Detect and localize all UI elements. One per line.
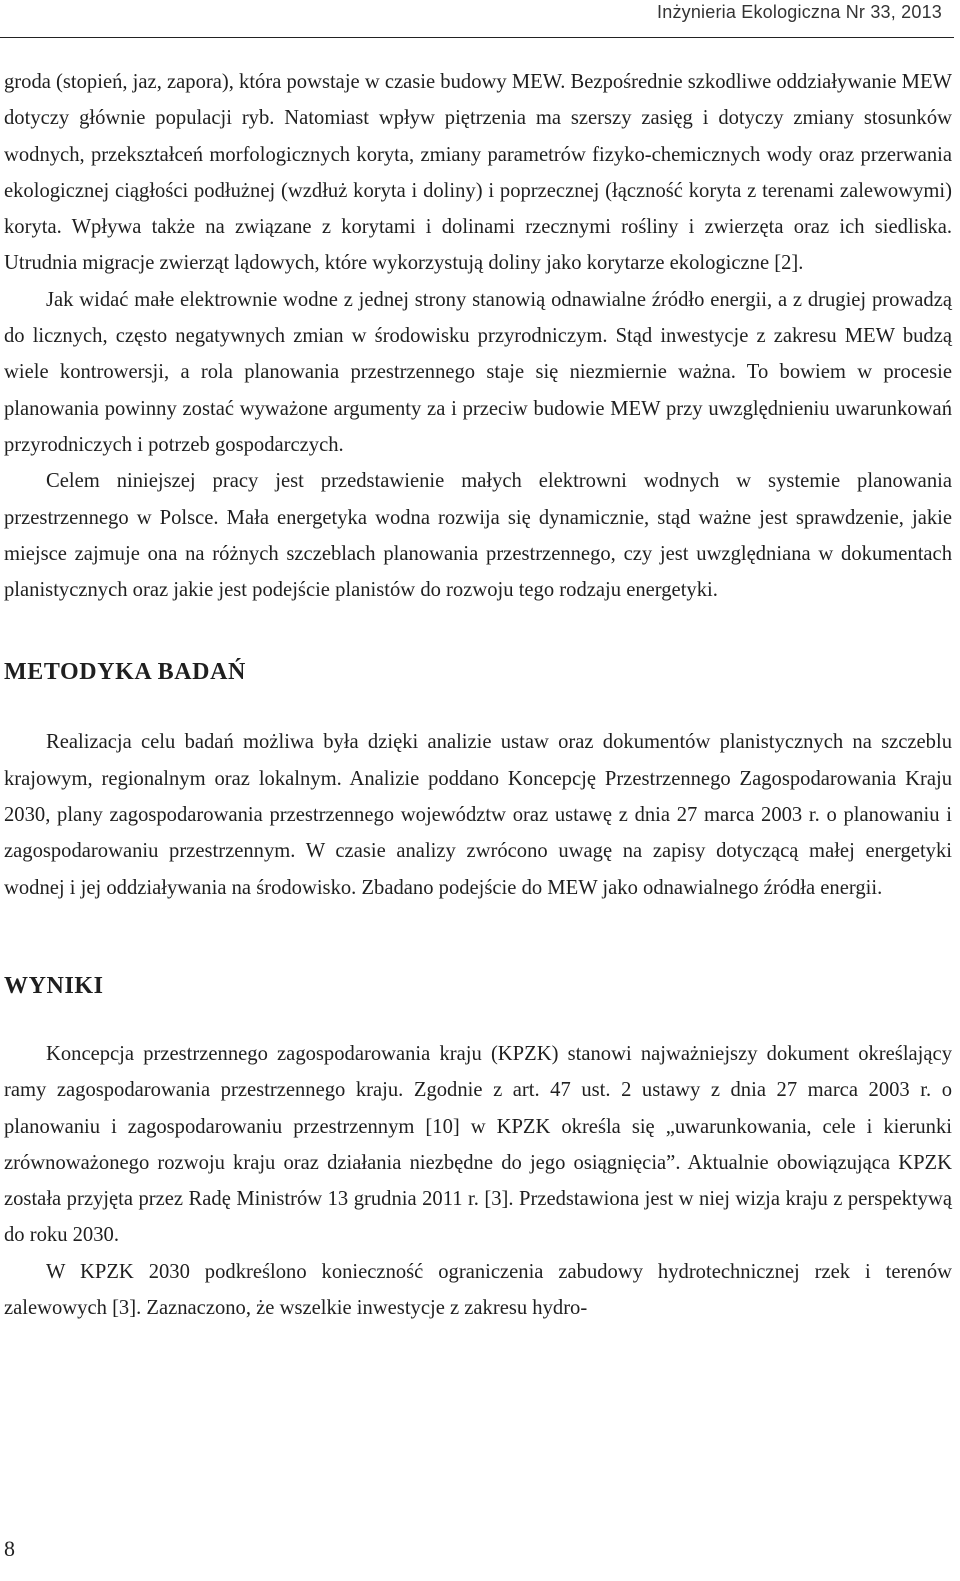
paragraph-results-2: W KPZK 2030 podkreślono konieczność ograniczenia zabudowy hydrotechnicznej rzek i terenów zalewowych [3]. Zaznaczono, że wszelkie inwestycje z zakresu hydro-	[4, 1260, 952, 1320]
paragraph-intro-1: groda (stopień, jaz, zapora), która powstaje w czasie budowy MEW. Bezpośrednie szkodliwe oddziaływanie MEW dotyczy głównie populacji ryb. Natomiast wpływ piętrzenia ma szerszy zasięg i dotyczy zmiany stosunków wodnych, przekształceń morfologicznych koryta, zmiany parametrów fizyko-chemicznych wody oraz przerwania ekologicznej ciągłości podłużnej (wzdłuż koryta i doliny) i poprzecznej (łączność koryta z terenami zalewowymi) koryta. Wpływa także na związane z korytami i dolinami rzecznymi rośliny i zwierzęta oraz ich siedliska. Utrudnia migracje zwierząt lądowych, które wykorzystują doliny jako korytarze ekologiczne [2].	[4, 71, 952, 275]
page-number: 8	[4, 1536, 15, 1561]
paragraph-results-1: Koncepcja przestrzennego zagospodarowania kraju (KPZK) stanowi najważniejszy dokument określający ramy zagospodarowania przestrzennego kraju. Zgodnie z art. 47 ust. 2 ustawy z dnia 27 marca 2003 r. o planowaniu i zagospodarowaniu przestrzennym [10] w KPZK określa się „uwarunkowania, cele i kierunki zrównoważonego rozwoju kraju oraz działania niezbędne do jego osiągnięcia”. Aktualnie obowiązująca KPZK została przyjęta przez Radę Ministrów 13 grudnia 2011 r. [3]. Przedstawiona jest w niej wizja kraju z perspektywą do roku 2030.	[4, 1042, 952, 1247]
section-heading-results: WYNIKI	[4, 972, 104, 999]
paragraph-intro-3: Celem niniejszej pracy jest przedstawienie małych elektrowni wodnych w systemie planowania przestrzennego w Polsce. Mała energetyka wodna rozwija się dynamicznie, stąd ważne jest sprawdzenie, jakie miejsce zajmuje ona na różnych szczeblach planowania przestrzennego, czy jest uwzględniana w dokumentach planistycznych oraz jakie jest podejście planistów do rozwoju tego rodzaju energetyki.	[4, 470, 952, 602]
article-body	[4, 64, 952, 1326]
paragraph-intro-2: Jak widać małe elektrownie wodne z jednej strony stanowią odnawialne źródło energii, a z drugiej prowadzą do licznych, często negatywnych zmian w środowisku przyrodniczym. Stąd inwestycje z zakresu MEW budzą wiele kontrowersji, a rola planowania przestrzennego staje się niezmiernie ważna. To bowiem w procesie planowania powinny zostać wyważone argumenty za i przeciw budowie MEW przy uwzględnieniu uwarunkowań przyrodniczych i potrzeb gospodarczych.	[4, 288, 952, 456]
paragraph-methods-1: Realizacja celu badań możliwa była dzięki analizie ustaw oraz dokumentów planistycznych na szczeblu krajowym, regionalnym oraz lokalnym. Analizie poddano Koncepcję Przestrzennego Zagospodarowania Kraju 2030, plany zagospodarowania przestrzennego województw oraz ustawę z dnia 27 marca 2003 r. o planowaniu i zagospodarowaniu przestrzennym. W czasie analizy zwrócono uwagę na zapisy dotyczącą małej energetyki wodnej i jej oddziaływania na środowisko. Zbadano podejście do MEW jako odnawialnego źródła energii.	[4, 731, 952, 899]
running-header: Inżynieria Ekologiczna Nr 33, 2013	[657, 2, 942, 22]
header-rule	[0, 37, 954, 38]
section-heading-methods: METODYKA BADAŃ	[4, 659, 246, 686]
